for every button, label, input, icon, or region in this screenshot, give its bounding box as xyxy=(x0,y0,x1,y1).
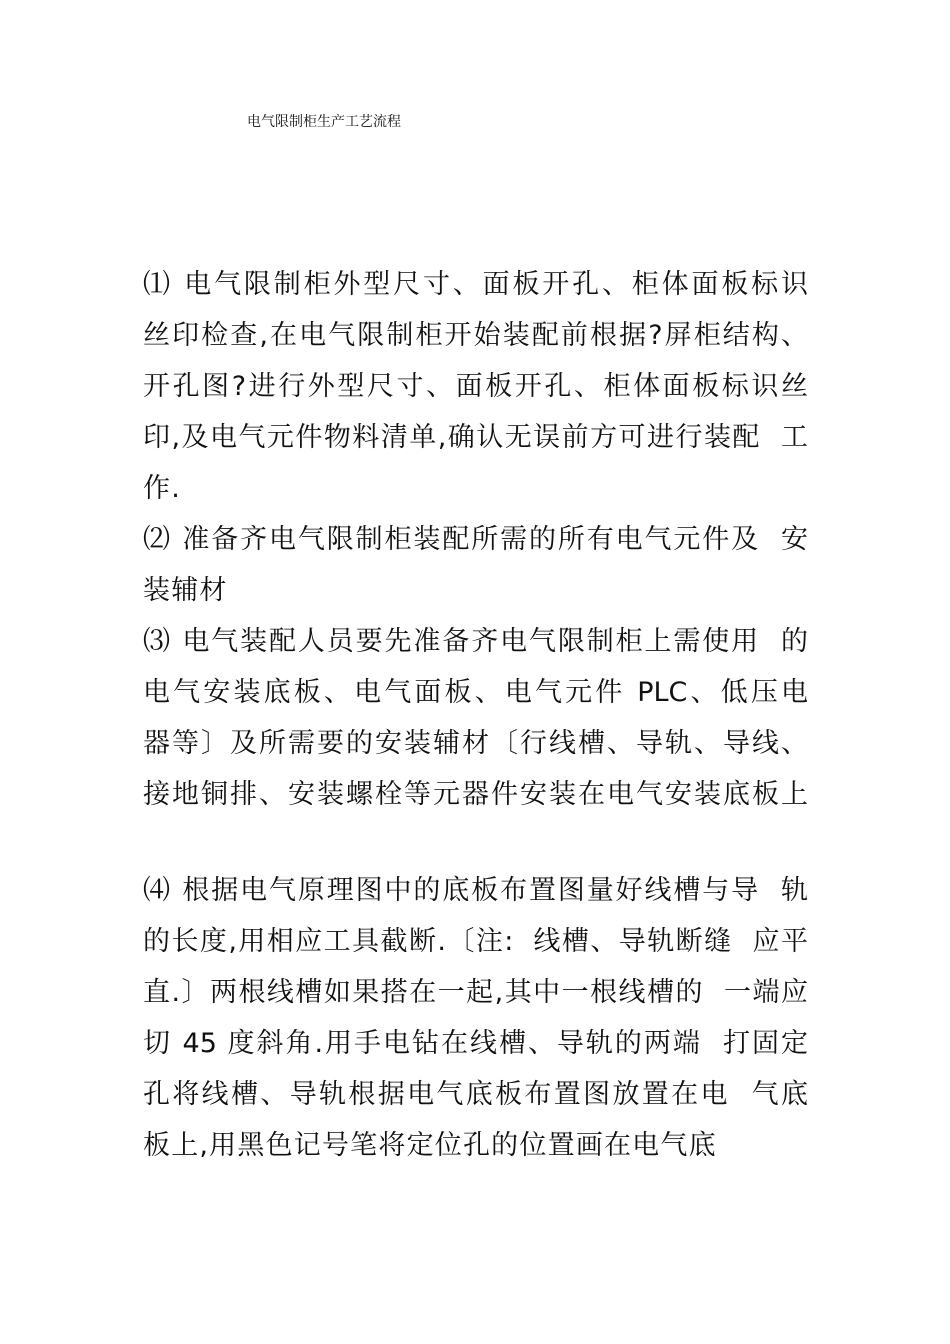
paragraph-4-line-6: 板上,用黑色记号笔将定位孔的位置画在电气底 xyxy=(143,1130,717,1161)
paragraph-1-line-2: 丝印检查,在电气限制柜开始装配前根据?屏柜结构、 xyxy=(143,320,808,351)
paragraph-1-line-1: ⑴ 电气限制柜外型尺寸、面板开孔、柜体面板标识 xyxy=(143,269,808,300)
paragraph-3-line-4: 接地铜排、安装螺栓等元器件安装在电气安装底板上 xyxy=(143,779,808,810)
paragraph-4-line-2: 的长度,用相应工具截断.〔注: 线槽、导轨断缝 应平 xyxy=(143,926,808,957)
paragraph-1-line-3: 开孔图?进行外型尺寸、面板开孔、柜体面板标识丝 xyxy=(143,371,808,402)
paragraph-4-line-1: ⑷ 根据电气原理图中的底板布置图量好线槽与导 轨 xyxy=(143,875,808,906)
paragraph-3-line-1: ⑶ 电气装配人员要先准备齐电气限制柜上需使用 的 xyxy=(143,626,808,657)
paragraph-3-line-2: 电气安装底板、电气面板、电气元件 PLC、低压电 xyxy=(143,677,808,708)
paragraph-1-line-5: 作. xyxy=(143,473,181,504)
paragraph-3-line-3: 器等〕及所需要的安装辅材〔行线槽、导轨、导线、 xyxy=(143,728,808,759)
paragraph-4-line-3: 直.〕两根线槽如果搭在一起,其中一根线槽的 一端应 xyxy=(143,977,808,1008)
paragraph-4-line-4: 切 45 度斜角.用手电钻在线槽、导轨的两端 打固定 xyxy=(143,1028,808,1059)
paragraph-1-line-4: 印,及电气元件物料清单,确认无误前方可进行装配 工 xyxy=(143,422,808,453)
paragraph-2-line-1: ⑵ 准备齐电气限制柜装配所需的所有电气元件及 安 xyxy=(143,524,808,555)
paragraph-2-line-2: 装辅材 xyxy=(143,575,228,606)
paragraph-4-line-5: 孔将线槽、导轨根据电气底板布置图放置在电 气底 xyxy=(143,1079,808,1110)
document-title: 电气限制柜生产工艺流程 xyxy=(247,114,401,130)
